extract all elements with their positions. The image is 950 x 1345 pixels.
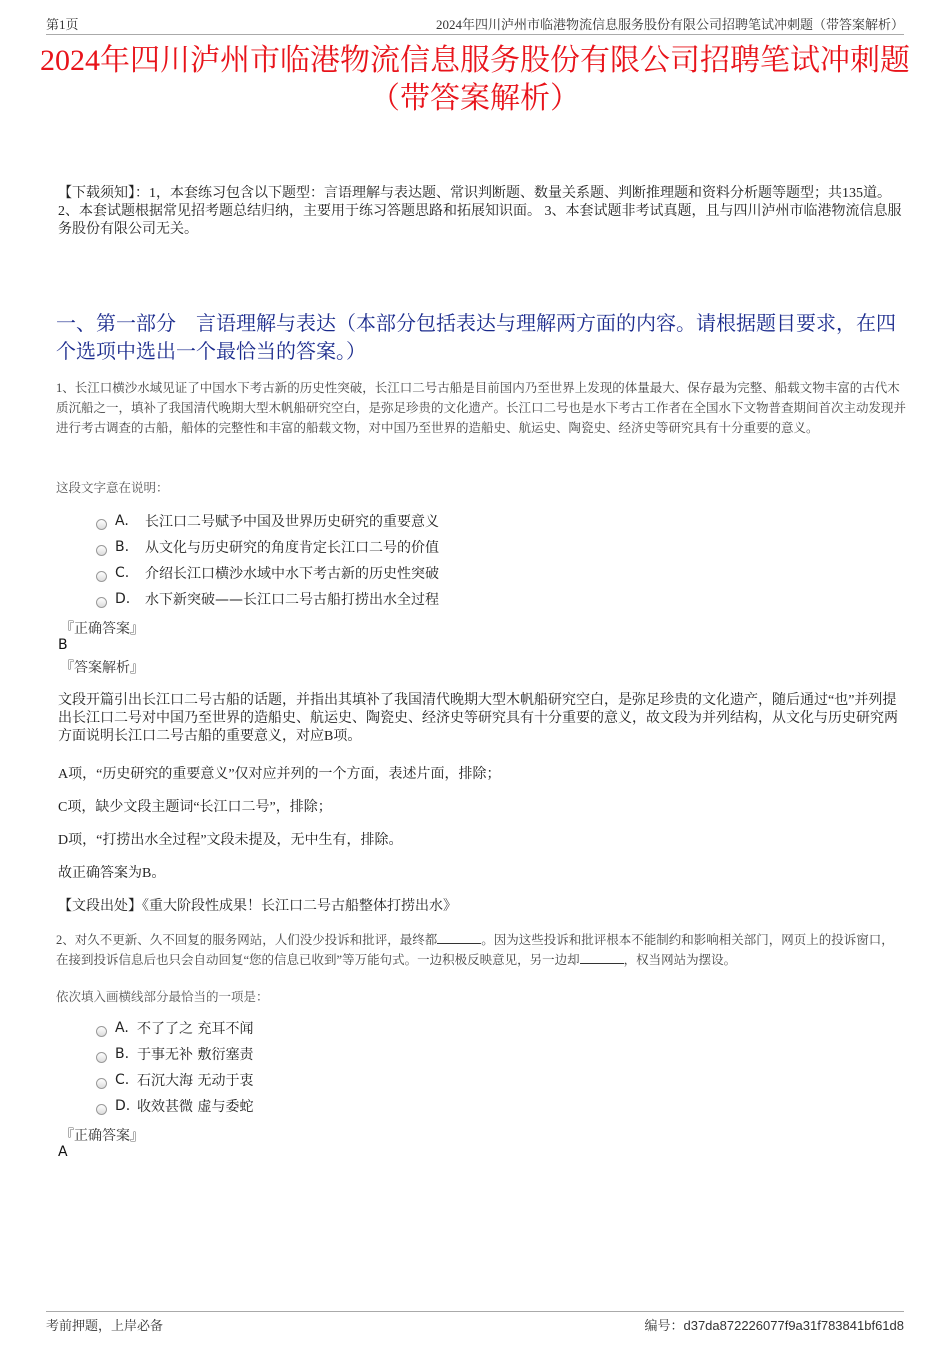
option-text: 水下新突破——长江口二号古船打捞出水全过程: [145, 592, 439, 608]
option-letter: A.: [115, 1020, 129, 1036]
page-header: [46, 12, 904, 35]
question-2-text-part1: 2、对久不更新、久不回复的服务网站，人们没少投诉和批评，最终都: [56, 933, 438, 947]
fill-blank-1: [437, 931, 481, 944]
question-1-options: [96, 508, 439, 612]
radio-button[interactable]: [96, 545, 107, 556]
option-a[interactable]: [96, 508, 439, 534]
option-letter: D.: [115, 591, 131, 607]
correct-answer: B: [58, 637, 68, 653]
download-notice: 【下载须知】：1，本套练习包含以下题型：言语理解与表达题、常识判断题、数量关系题、判断推理题和资料分析题等题型；共135道。 2、本套试题根据常见招考题总结归纳，主要用于练习答题思路和拓展知识面。 3、本套试题非考试真题，且与四川泸州市临港物流信息服务股份有限公司无关。: [58, 186, 902, 237]
page-footer: [46, 1311, 904, 1334]
question-2-text-part2: 。因为这些投诉和批评根本不能制约和影响相关部门，网页上的投诉窗口，在接到投诉信息后也只会自动回复“您的信息已收到”等万能句式。一边积极反映意见，另一边却: [56, 933, 894, 967]
question-1-text: 1、长江口横沙水域见证了中国水下考古新的历史性突破，长江口二号古船是目前国内乃至世界上发现的体量最大、保存最为完整、船载文物丰富的古代木质沉船之一，填补了我国清代晚期大型木帆船研究空白，是弥足珍贵的文化遗产。长江口二号也是水下考古工作者在全国水下文物普查期间首次主动发现并进行考古调查的古船，船体的完整性和丰富的船载文物，对中国乃至世界的造船史、航运史、陶瓷史、经济史等研究具有十分重要的意义。: [56, 381, 907, 435]
option-text: 长江口二号赋予中国及世界历史研究的重要意义: [145, 514, 439, 530]
analysis-line: C项，缺少文段主题词“长江口二号”，排除；: [58, 800, 332, 815]
radio-button[interactable]: [96, 519, 107, 530]
option-text: 石沉大海 无动于衷: [137, 1073, 254, 1089]
analysis-conclusion: 故正确答案为B。: [58, 866, 166, 881]
radio-button[interactable]: [96, 571, 107, 582]
question-2-text-part3: ，权当网站为摆设。: [623, 953, 737, 967]
option-letter: D.: [115, 1098, 131, 1114]
page-number: 第1页: [46, 17, 79, 32]
option-d[interactable]: [96, 1093, 253, 1119]
option-text: 从文化与历史研究的角度肯定长江口二号的价值: [145, 540, 439, 556]
option-d[interactable]: [96, 586, 439, 612]
option-text: 收效甚微 虚与委蛇: [137, 1099, 254, 1115]
document-title: 2024年四川泸州市临港物流信息服务股份有限公司招聘笔试冲刺题（带答案解析）: [40, 44, 910, 115]
option-letter: B.: [115, 1046, 130, 1062]
option-text: 于事无补 敷衍塞责: [137, 1047, 254, 1063]
header-doc-name: 2024年四川泸州市临港物流信息服务股份有限公司招聘笔试冲刺题（带答案解析）: [435, 17, 904, 32]
radio-button[interactable]: [96, 1052, 107, 1063]
question-2-text: [56, 930, 906, 970]
analysis-label: 『答案解析』: [60, 660, 144, 676]
radio-button[interactable]: [96, 1104, 107, 1115]
option-b[interactable]: [96, 534, 439, 560]
option-a[interactable]: [96, 1015, 253, 1041]
correct-answer-label: 『正确答案』: [60, 1128, 144, 1144]
option-letter: B.: [115, 539, 130, 555]
footer-slogan: 考前押题，上岸必备: [46, 1318, 164, 1333]
section-title: 一、第一部分 言语理解与表达（本部分包括表达与理解两方面的内容。请根据题目要求，在四个选项中选出一个最恰当的答案。）: [56, 313, 896, 363]
analysis-line: D项，“打捞出水全过程”文段未提及，无中生有，排除。: [58, 833, 403, 848]
analysis-line: A项，“历史研究的重要意义”仅对应并列的一个方面，表述片面，排除；: [58, 767, 501, 782]
question-2-options: [96, 1015, 253, 1119]
serial-number: 编号：d37da872226077f9a31f783841bf61d8: [644, 1318, 904, 1333]
option-text: 介绍长江口横沙水域中水下考古新的历史性突破: [145, 566, 439, 582]
option-c[interactable]: [96, 560, 439, 586]
radio-button[interactable]: [96, 1078, 107, 1089]
option-text: 不了了之 充耳不闻: [137, 1021, 254, 1037]
option-b[interactable]: [96, 1041, 253, 1067]
option-letter: C.: [115, 1072, 130, 1088]
analysis-text: 文段开篇引出长江口二号古船的话题，并指出其填补了我国清代晚期大型木帆船研究空白，是弥足珍贵的文化遗产，随后通过“也”并列提出长江口二号对中国乃至世界的造船史、航运史、陶瓷史、经济史等研究具有十分重要的意义，故文段为并列结构，从文化与历史研究两方面说明长江口二号古船的重要意义，对应B项。: [58, 693, 898, 744]
radio-button[interactable]: [96, 597, 107, 608]
correct-answer: A: [58, 1144, 68, 1160]
question-1-prompt: 这段文字意在说明：: [56, 481, 169, 495]
option-c[interactable]: [96, 1067, 253, 1093]
option-letter: C.: [115, 565, 130, 581]
question-2-prompt: 依次填入画横线部分最恰当的一项是：: [56, 990, 269, 1004]
correct-answer-label: 『正确答案』: [60, 621, 144, 637]
source-citation: 【文段出处】《重大阶段性成果！长江口二号古船整体打捞出水》: [58, 899, 457, 914]
radio-button[interactable]: [96, 1026, 107, 1037]
fill-blank-2: [580, 951, 624, 964]
option-letter: A.: [115, 513, 129, 529]
